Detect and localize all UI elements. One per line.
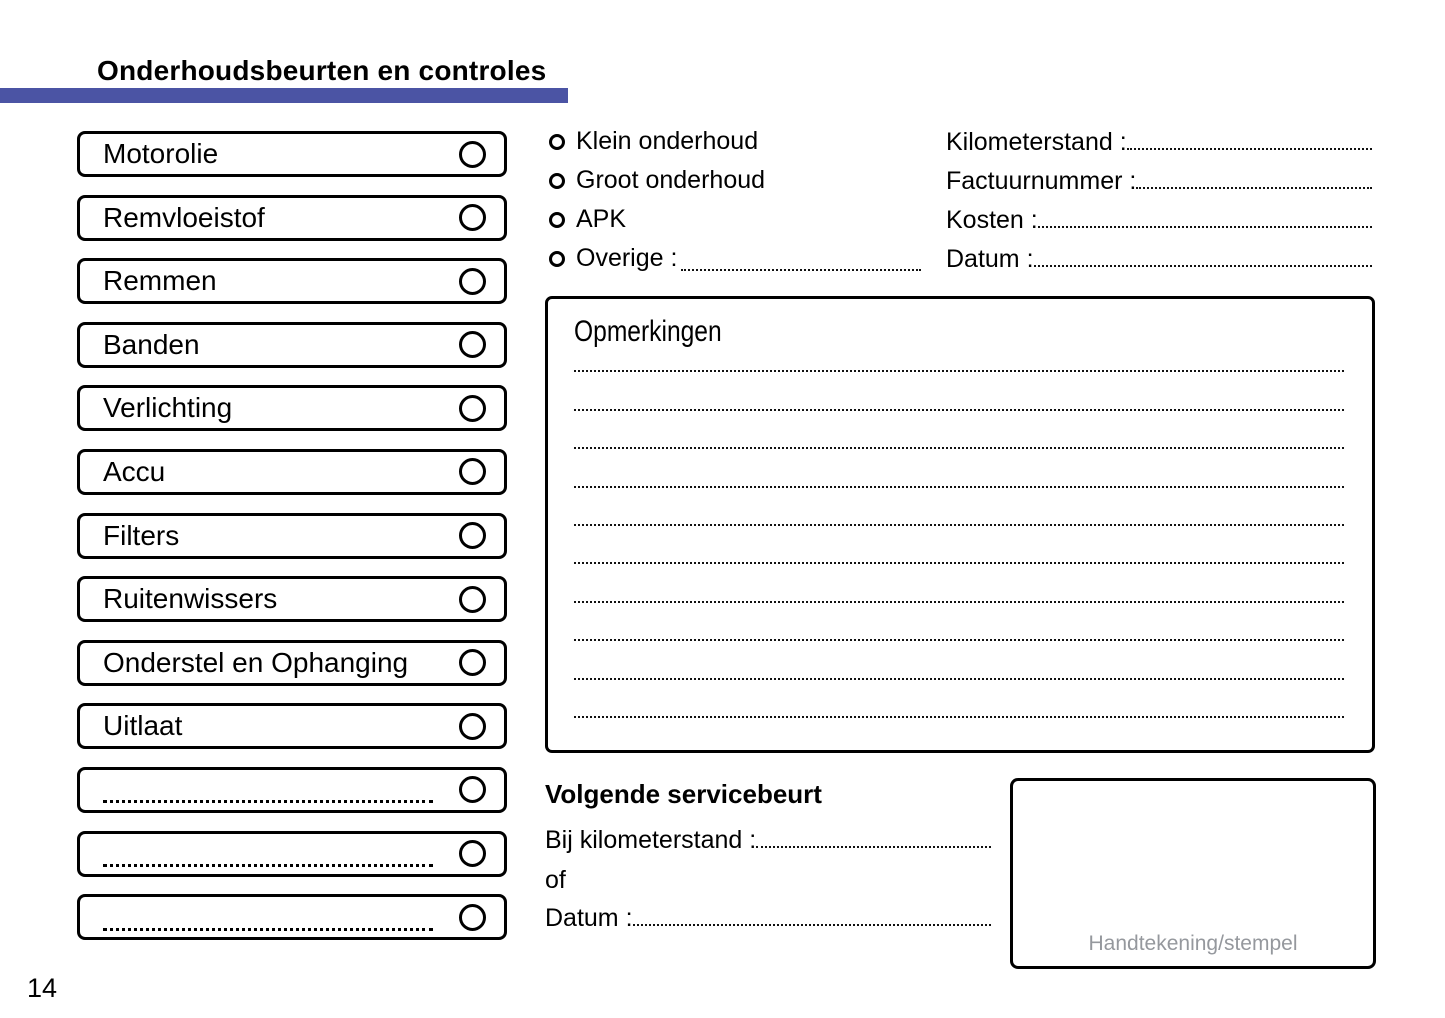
radio-circle[interactable] <box>549 134 565 150</box>
checklist-item-filters <box>77 513 507 559</box>
checklist-item-remvloeistof <box>77 195 507 241</box>
service-option-label: Groot onderhoud <box>576 166 766 194</box>
write-in-line[interactable] <box>681 269 921 271</box>
next-service-title: Volgende servicebeurt <box>545 779 822 809</box>
checklist-item-onderstel <box>77 640 507 686</box>
checklist-item-label: Filters <box>103 519 180 551</box>
service-option-label: Overige : <box>576 244 678 272</box>
field-label: Kilometerstand : <box>946 128 1127 156</box>
service-type-options <box>549 122 921 278</box>
service-option-groot-onderhoud <box>549 161 921 200</box>
invoice-fields <box>946 122 1372 278</box>
page-title: Onderhoudsbeurten en controles <box>97 55 547 86</box>
checklist-item-accu <box>77 449 507 495</box>
check-circle[interactable] <box>459 586 486 613</box>
maintenance-checklist <box>77 131 507 940</box>
radio-circle[interactable] <box>549 173 565 189</box>
write-in-line[interactable] <box>103 928 433 931</box>
remarks-title: Opmerkingen <box>574 315 722 348</box>
checklist-item-blank <box>77 894 507 940</box>
field-label: Factuurnummer : <box>946 167 1137 195</box>
checklist-item-label: Banden <box>103 328 200 360</box>
page-number: 14 <box>27 973 58 1003</box>
remarks-box <box>545 296 1375 753</box>
check-circle[interactable] <box>459 713 486 740</box>
write-in-line[interactable] <box>574 680 1344 718</box>
check-circle[interactable] <box>459 458 486 485</box>
field-kosten <box>946 200 1372 239</box>
checklist-item-ruitenwissers <box>77 576 507 622</box>
write-in-line[interactable] <box>1127 148 1372 150</box>
signature-box[interactable] <box>1010 778 1376 969</box>
checklist-item-label: Remvloeistof <box>103 201 265 233</box>
field-label: Bij kilometerstand : <box>545 826 757 854</box>
write-in-line[interactable] <box>103 800 433 803</box>
check-circle[interactable] <box>459 840 486 867</box>
write-in-line[interactable] <box>574 564 1344 602</box>
write-in-line[interactable] <box>756 846 991 848</box>
check-circle[interactable] <box>459 904 486 931</box>
remarks-lines <box>574 334 1344 718</box>
service-option-label: APK <box>576 205 627 233</box>
next-service-km-field <box>545 826 991 855</box>
check-circle[interactable] <box>459 395 486 422</box>
write-in-line[interactable] <box>633 924 991 926</box>
check-circle[interactable] <box>459 776 486 803</box>
checklist-item-blank <box>77 831 507 877</box>
checklist-item-verlichting <box>77 385 507 431</box>
checklist-item-label: Verlichting <box>103 392 233 424</box>
checklist-item-banden <box>77 322 507 368</box>
field-label: Kosten : <box>946 206 1038 234</box>
checklist-item-label: Motorolie <box>103 138 219 169</box>
write-in-line[interactable] <box>574 603 1344 641</box>
field-datum <box>946 239 1372 278</box>
field-factuurnummer <box>946 161 1372 200</box>
check-circle[interactable] <box>459 331 486 358</box>
check-circle[interactable] <box>459 204 486 231</box>
write-in-line[interactable] <box>574 449 1344 487</box>
write-in-line[interactable] <box>574 526 1344 564</box>
checklist-item-uitlaat <box>77 703 507 749</box>
field-label: Datum : <box>545 904 633 932</box>
write-in-line[interactable] <box>574 411 1344 449</box>
check-circle[interactable] <box>459 522 486 549</box>
service-option-apk <box>549 200 921 239</box>
checklist-item-blank <box>77 767 507 813</box>
service-option-overige <box>549 239 921 278</box>
checklist-item-motorolie <box>77 131 507 177</box>
write-in-line[interactable] <box>103 864 433 867</box>
check-circle[interactable] <box>459 141 486 168</box>
radio-circle[interactable] <box>549 212 565 228</box>
check-circle[interactable] <box>459 649 486 676</box>
write-in-line[interactable] <box>574 334 1344 372</box>
write-in-line[interactable] <box>574 488 1344 526</box>
write-in-line[interactable] <box>1034 265 1372 267</box>
signature-placeholder: Handtekening/stempel <box>1088 932 1298 955</box>
field-label: Datum : <box>946 245 1034 273</box>
title-underline-bar <box>0 88 568 103</box>
service-option-label: Klein onderhoud <box>576 127 759 155</box>
write-in-line[interactable] <box>574 372 1344 410</box>
checklist-item-label: Remmen <box>103 265 217 297</box>
radio-circle[interactable] <box>549 251 565 267</box>
field-kilometerstand <box>946 122 1372 161</box>
checklist-item-label: Ruitenwissers <box>103 583 278 615</box>
checklist-item-remmen <box>77 258 507 304</box>
checklist-item-label: Onderstel en Ophanging <box>103 646 409 678</box>
write-in-line[interactable] <box>1038 226 1372 228</box>
check-circle[interactable] <box>459 268 486 295</box>
next-service-date-field <box>545 904 991 933</box>
checklist-item-label: Uitlaat <box>103 710 183 742</box>
next-service-or-label: of <box>545 866 566 894</box>
write-in-line[interactable] <box>574 641 1344 679</box>
write-in-line[interactable] <box>1136 187 1372 189</box>
checklist-item-label: Accu <box>103 455 166 487</box>
service-option-klein-onderhoud <box>549 122 921 161</box>
